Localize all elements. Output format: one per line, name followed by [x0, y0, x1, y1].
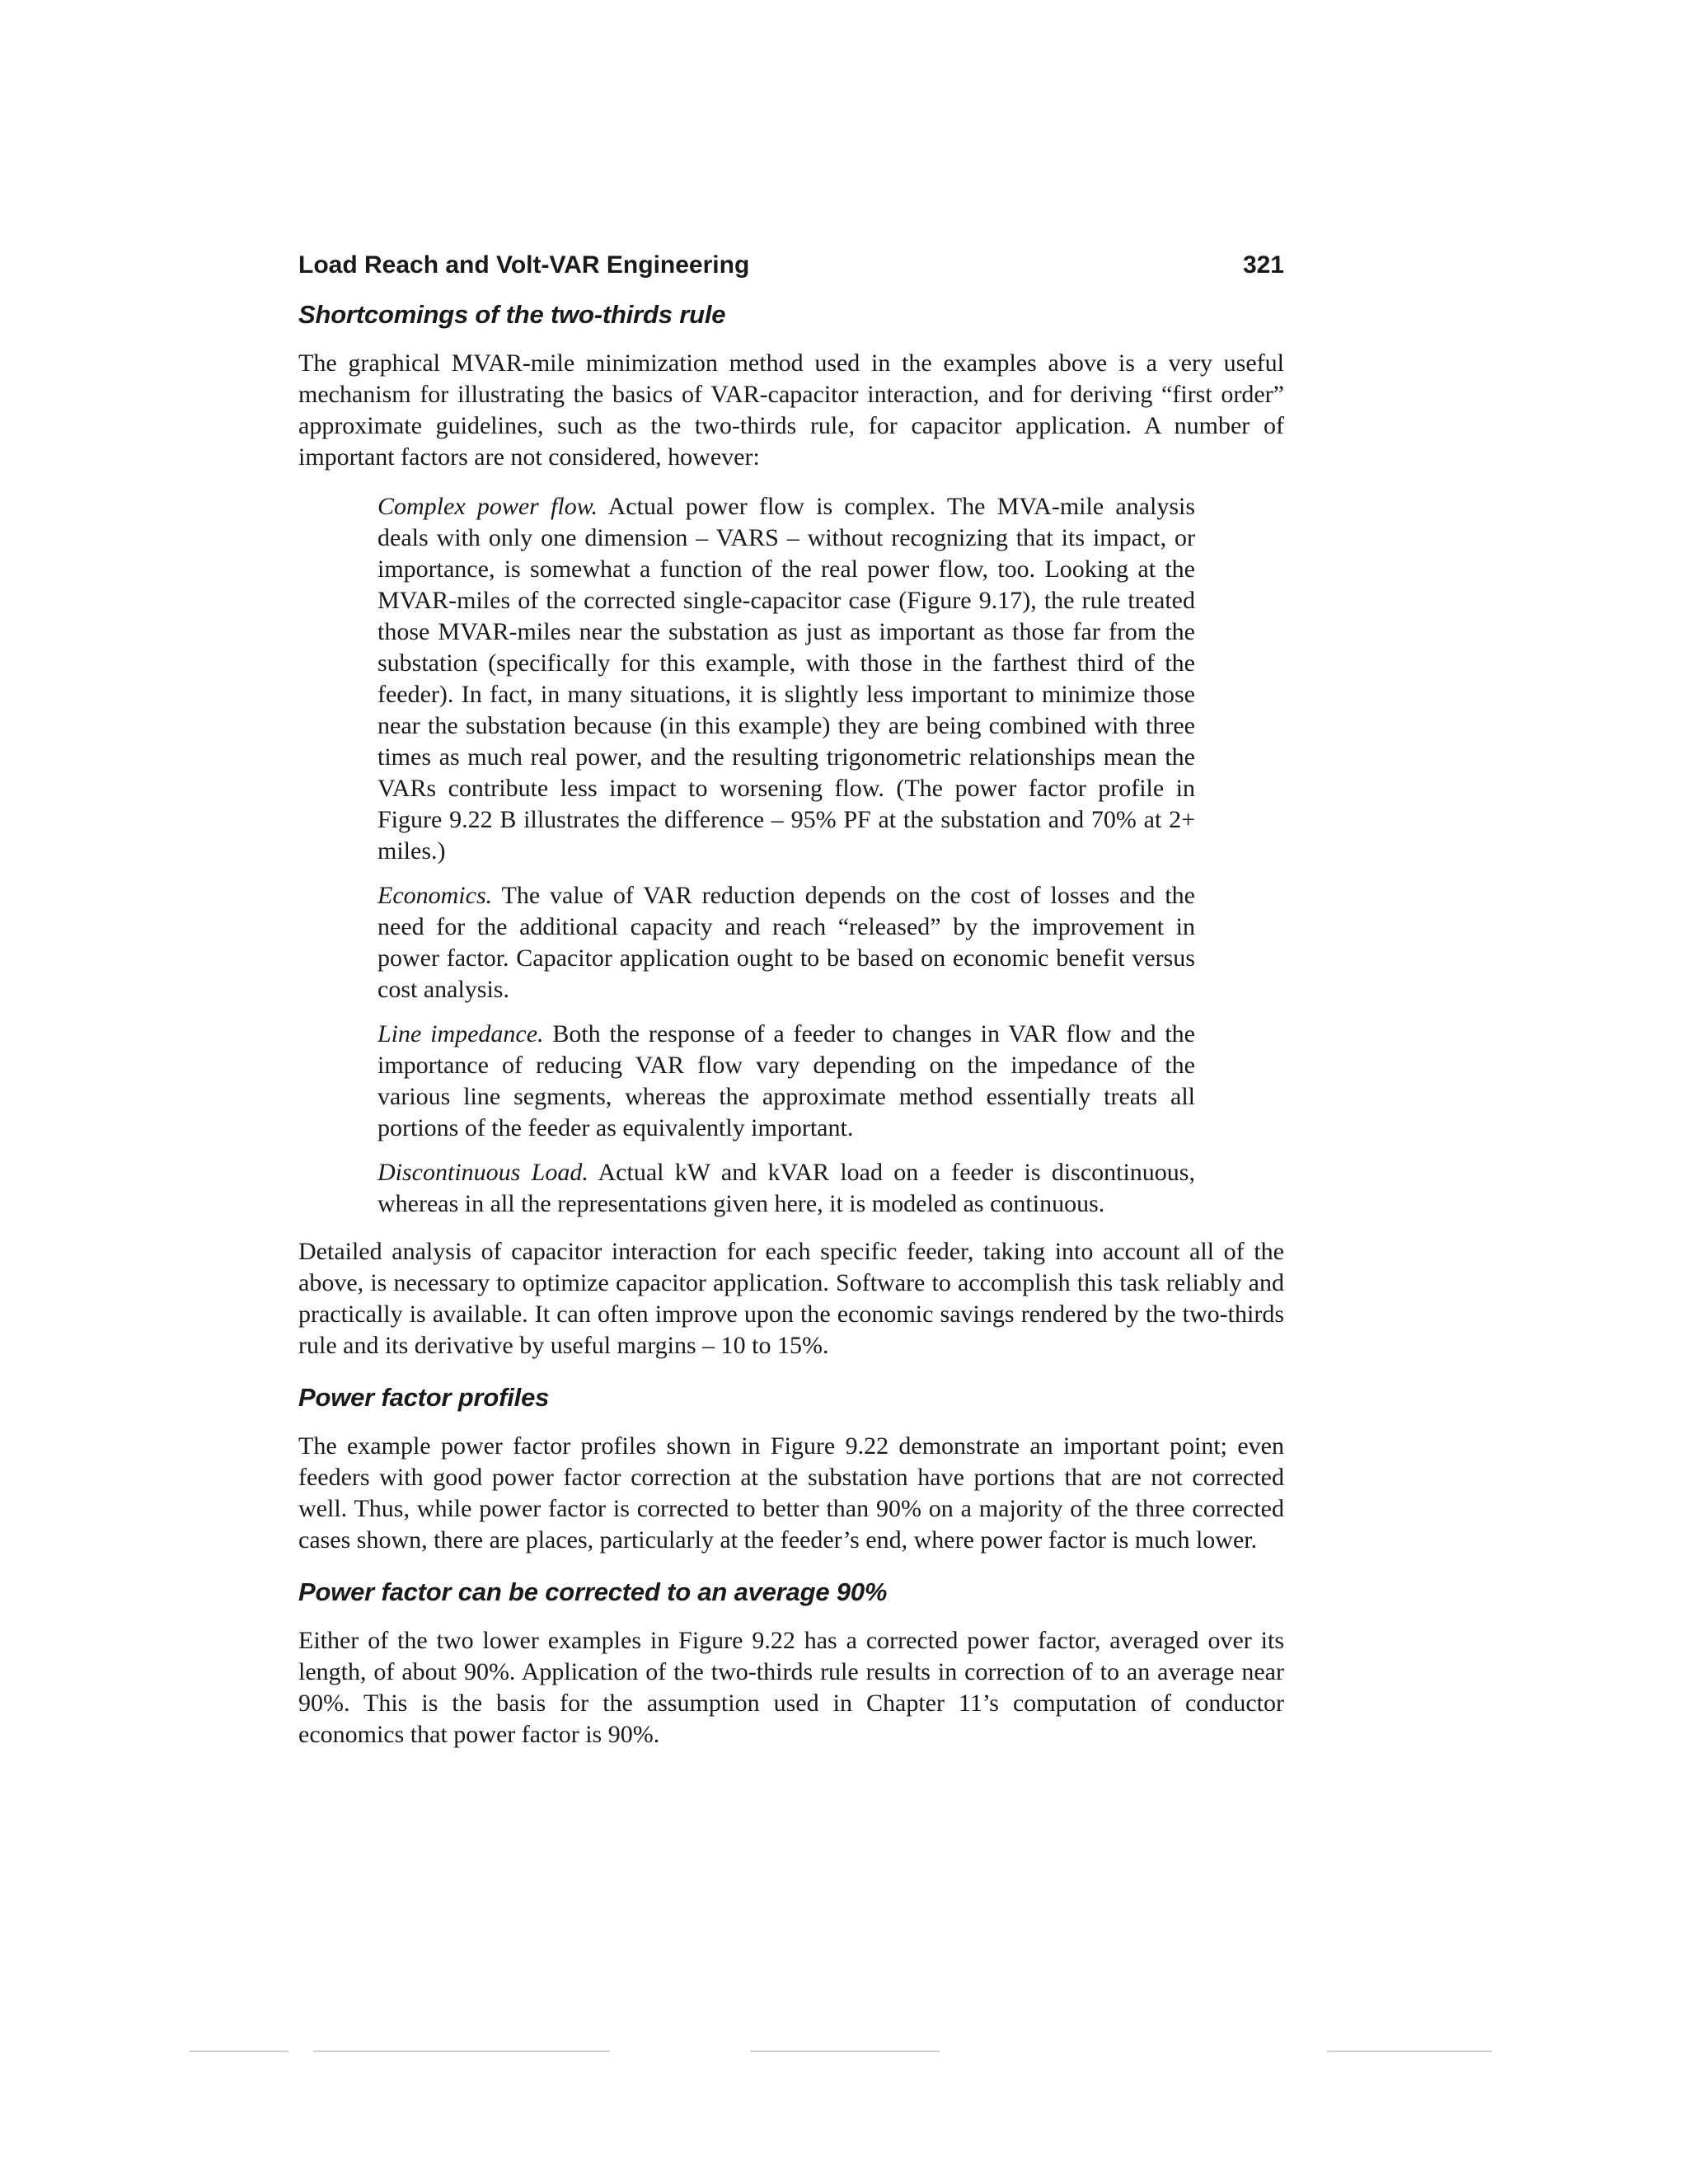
- running-head: [298, 247, 1284, 284]
- scan-mark: [313, 2050, 610, 2052]
- list-item-complex-power-flow: [377, 491, 1195, 867]
- list-item-discontinuous-load: [377, 1157, 1195, 1220]
- list-item-line-impedance: [377, 1019, 1195, 1144]
- page-content: [298, 297, 1284, 1769]
- list-item-term: Line impedance.: [377, 1020, 544, 1047]
- page-number: 321: [1242, 251, 1284, 279]
- section-heading-power-factor-profiles: Power factor profiles: [298, 1383, 550, 1412]
- list-item-text: Actual power flow is complex. The MVA-mile analysis deals with only one dimension – VARS – without recognizing that its impact, or importance, is somewhat a function of the real power flow, too. Looking at the MVAR-miles of the corrected single-capacitor case (Figure 9.17), the rule treated those MVAR-miles near the substation as just as important as those far from the substation (specifically for this example, with those in the farthest third of the feeder). In fact, in many situations, it is slightly less important to minimize those near the substation because (in this example) they are being combined with three times as much real power, and the resulting trigonometric relationships mean the VARs contribute less impact to worsening flow. (The power factor profile in Figure 9.22 B illustrates the difference – 95% PF at the substation and 70% at 2+ miles.): [377, 493, 1196, 865]
- factor-list: [377, 491, 1195, 1220]
- section-heading-average-90: Power factor can be corrected to an average 90%: [298, 1577, 888, 1606]
- list-item-text: The value of VAR reduction depends on the cost of losses and the need for the additional capacity and reach “released” by the improvement in power factor. Capacitor application ought to be based on economic benefit versus cost analysis.: [377, 882, 1195, 1003]
- paragraph-shortcomings-closing: Detailed analysis of capacitor interaction for each specific feeder, taking into account all of the above, is necessary to optimize capacitor application. Software to accomplish this task reliably and practically is available. It can often improve upon the economic savings rendered by the two-thirds rule and its derivative by useful margins – 10 to 15%.: [298, 1238, 1284, 1359]
- scan-mark: [1327, 2050, 1492, 2052]
- list-item-economics: [377, 880, 1195, 1005]
- scan-mark: [190, 2050, 288, 2052]
- paragraph-power-factor-profiles: The example power factor profiles shown in Figure 9.22 demonstrate an important point; even feeders with good power factor correction at the substation have portions that are not corrected well. Thus, while power factor is corrected to better than 90% on a majority of the three corrected cases shown, there are places, particularly at the feeder’s end, where power factor is much lower.: [298, 1432, 1284, 1554]
- scan-mark: [750, 2050, 940, 2052]
- running-head-title: Load Reach and Volt-VAR Engineering: [298, 251, 750, 279]
- list-item-term: Discontinuous Load.: [377, 1159, 588, 1186]
- section-heading-shortcomings: Shortcomings of the two-thirds rule: [298, 300, 726, 329]
- paragraph-shortcomings-intro: The graphical MVAR-mile minimization method used in the examples above is a very useful mechanism for illustrating the basics of VAR-capacitor interaction, and for deriving “first order” approximate guidelines, such as the two-thirds rule, for capacitor application. A number of important factors are not considered, however:: [298, 349, 1284, 471]
- list-item-text: Actual kW and kVAR load on a feeder is discontinuous, whereas in all the representations given here, it is modeled as continuous.: [377, 1159, 1195, 1217]
- paragraph-average-90: Either of the two lower examples in Figure 9.22 has a corrected power factor, averaged over its length, of about 90%. Application of the two-thirds rule results in correction of to an average near 90%. This is the basis for the assumption used in Chapter 11’s computation of conductor economics that power factor is 90%.: [298, 1627, 1284, 1748]
- list-item-text: Both the response of a feeder to changes in VAR flow and the importance of reducing VAR flow vary depending on the impedance of the various line segments, whereas the approximate method essentially treats all portions of the feeder as equivalently important.: [377, 1020, 1195, 1141]
- list-item-term: Economics.: [377, 882, 493, 909]
- list-item-term: Complex power flow.: [377, 493, 598, 520]
- scan-artifact-line: [190, 2050, 1492, 2054]
